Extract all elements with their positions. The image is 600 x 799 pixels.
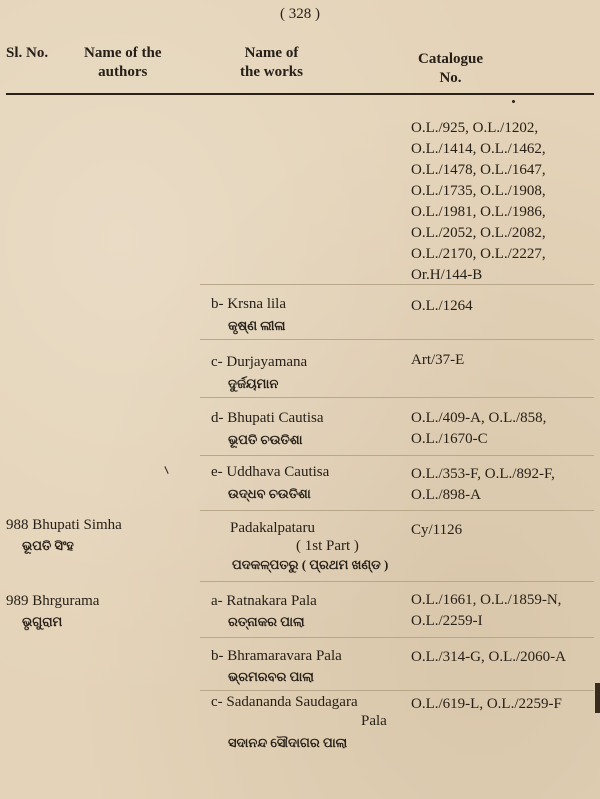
- work-subtitle: ( 1st Part ): [296, 538, 359, 554]
- work-title-odia: ଉଦ୍ଧବ ଚଉତିଶା: [228, 486, 311, 501]
- work-title: e- Uddhava Cautisa: [211, 464, 330, 480]
- row-separator: [200, 510, 594, 511]
- row-separator: [200, 581, 594, 582]
- works-header: Name of the works: [240, 45, 303, 80]
- catalogue-number: Art/37-E: [411, 352, 465, 368]
- catalogue-numbers: O.L./619-L, O.L./2259-F: [411, 696, 562, 712]
- work-title: a- Ratnakara Pala: [211, 593, 317, 609]
- page-number: ( 328 ): [280, 6, 320, 22]
- work-title-odia: ଦୁର୍ଜୟମାନ: [228, 376, 279, 391]
- work-title-odia: ଭ୍ରମରବର ପାଲା: [228, 669, 314, 684]
- catalogue-header: Catalogue No.: [418, 51, 483, 86]
- work-title-odia: ରତ୍ନାକର ପାଲା: [228, 614, 305, 629]
- catalogue-numbers: O.L./409-A, O.L./858, O.L./1670-C: [411, 410, 547, 447]
- ink-dot: [512, 100, 515, 103]
- ink-mark: [164, 466, 168, 474]
- catalogue-number: O.L./1264: [411, 298, 473, 314]
- work-title: b- Bhramaravara Pala: [211, 648, 342, 664]
- work-title-odia: ସଦାନନ୍ଦ ସୌଦାଗର ପାଲା: [228, 735, 348, 750]
- row-separator: [200, 690, 594, 691]
- author-name: 989 Bhrgurama: [6, 593, 100, 609]
- work-title-odia: କୃଷ୍ଣ ଲୀଳା: [228, 318, 286, 333]
- authors-header: Name of the authors: [84, 45, 162, 80]
- author-name: 988 Bhupati Simha: [6, 517, 122, 533]
- row-separator: [200, 637, 594, 638]
- author-name-odia: ଭୃଗୁରାମ: [22, 614, 63, 629]
- work-title-odia: ପଦକଳ୍ପତରୁ ( ପ୍ରଥମ ଖଣ୍ଡ ): [232, 557, 389, 572]
- sl-no-header: Sl. No.: [6, 45, 49, 61]
- work-title-odia: ଭୂପତି ଚଉତିଶା: [228, 432, 303, 447]
- author-name-odia: ଭୂପତି ସିଂହ: [22, 538, 74, 553]
- catalogue-numbers: O.L./1661, O.L./1859-N, O.L./2259-I: [411, 592, 562, 629]
- row-separator: [200, 455, 594, 456]
- work-title: b- Krsna lila: [211, 296, 286, 312]
- work-title: d- Bhupati Cautisa: [211, 410, 324, 426]
- binding-edge: [595, 683, 600, 713]
- row-separator: [200, 397, 594, 398]
- work-subtitle: Pala: [361, 713, 387, 729]
- work-title: Padakalpataru: [230, 520, 315, 536]
- catalogue-number: Cy/1126: [411, 522, 463, 538]
- work-title: c- Durjayamana: [211, 354, 308, 370]
- row-separator: [200, 284, 594, 285]
- row-separator: [200, 339, 594, 340]
- work-title: c- Sadananda Saudagara: [211, 694, 358, 710]
- header-rule: [6, 93, 594, 95]
- catalogue-numbers: O.L./314-G, O.L./2060-A: [411, 649, 566, 665]
- catalogue-numbers: O.L./353-F, O.L./892-F, O.L./898-A: [411, 466, 555, 503]
- catalogue-list: O.L./925, O.L./1202, O.L./1414, O.L./1462, O.L./1478, O.L./1647, O.L./1735, O.L./1908, O.L./1981, O.L./1986, O.L./2052, O.L./2082, O.L./2170, O.L./2227, Or.H/144-B: [411, 120, 546, 283]
